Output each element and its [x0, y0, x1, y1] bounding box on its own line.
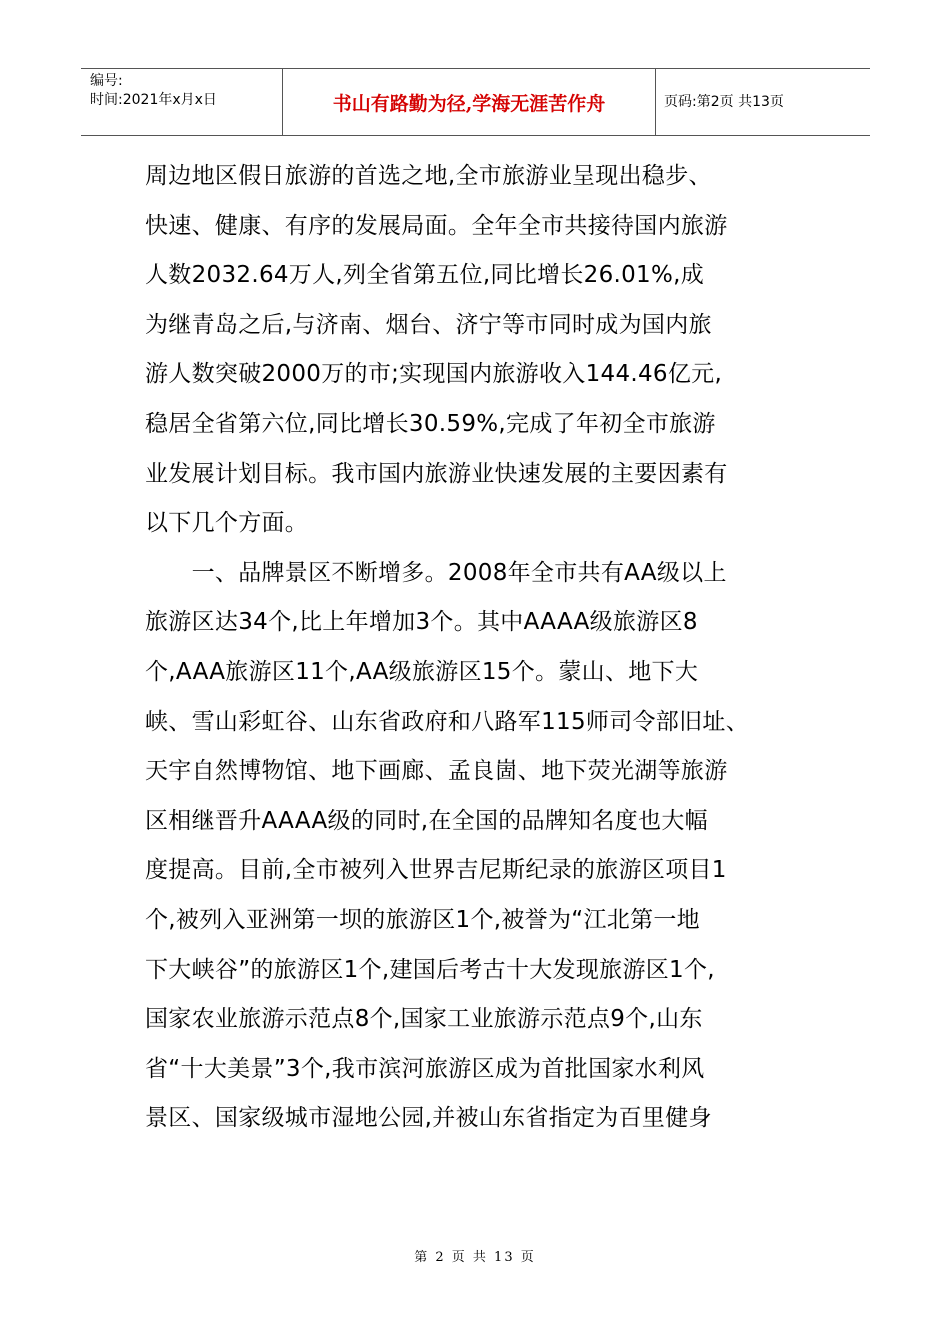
header-page-info: 页码:第2页 共13页 — [664, 94, 784, 110]
document-time-label: 时间:2021年x月x日 — [90, 92, 217, 108]
body-line: 旅游区达34个,比上年增加3个。其中AAAA级旅游区8 — [145, 609, 698, 636]
body-line: 省“十大美景”3个,我市滨河旅游区成为首批国家水利风 — [145, 1055, 705, 1082]
page-footer: 第 2 页 共 13 页 — [414, 1250, 536, 1265]
body-line: 个,AAA旅游区11个,AA级旅游区15个。蒙山、地下大 — [145, 658, 699, 685]
body-line: 为继青岛之后,与济南、烟台、济宁等市同时成为国内旅 — [145, 311, 712, 338]
body-line: 度提高。目前,全市被列入世界吉尼斯纪录的旅游区项目1 — [145, 857, 727, 884]
body-line: 以下几个方面。 — [145, 510, 309, 537]
header-meta — [81, 69, 283, 135]
body-line: 快速、健康、有序的发展局面。全年全市共接待国内旅游 — [145, 212, 728, 239]
body-line: 一、品牌景区不断增多。2008年全市共有AA级以上 — [145, 559, 727, 586]
body-line: 天宇自然博物馆、地下画廊、孟良崮、地下荧光湖等旅游 — [145, 758, 728, 785]
body-line: 国家农业旅游示范点8个,国家工业旅游示范点9个,山东 — [145, 1006, 703, 1033]
body-line: 人数2032.64万人,列全省第五位,同比增长26.01%,成 — [145, 262, 705, 289]
body-line: 业发展计划目标。我市国内旅游业快速发展的主要因素有 — [145, 460, 728, 487]
body-line: 景区、国家级城市湿地公园,并被山东省指定为百里健身 — [145, 1105, 712, 1132]
body-line: 稳居全省第六位,同比增长30.59%,完成了年初全市旅游 — [145, 410, 716, 437]
body-line: 区相继晋升AAAA级的同时,在全国的品牌知名度也大幅 — [145, 807, 708, 834]
header-motto: 书山有路勤为径,学海无涯苦作舟 — [283, 69, 656, 135]
document-body — [145, 152, 825, 1144]
body-line: 个,被列入亚洲第一坝的旅游区1个,被誉为“江北第一地 — [145, 906, 700, 933]
body-line: 峡、雪山彩虹谷、山东省政府和八路军115师司令部旧址、 — [145, 708, 749, 735]
body-line: 周边地区假日旅游的首选之地,全市旅游业呈现出稳步、 — [145, 163, 712, 189]
body-line: 下大峡谷”的旅游区1个,建国后考古十大发现旅游区1个, — [145, 956, 715, 983]
body-line: 游人数突破2000万的市;实现国内旅游收入144.46亿元, — [145, 361, 723, 388]
document-number-label: 编号: — [90, 73, 123, 89]
page-header — [81, 68, 870, 136]
